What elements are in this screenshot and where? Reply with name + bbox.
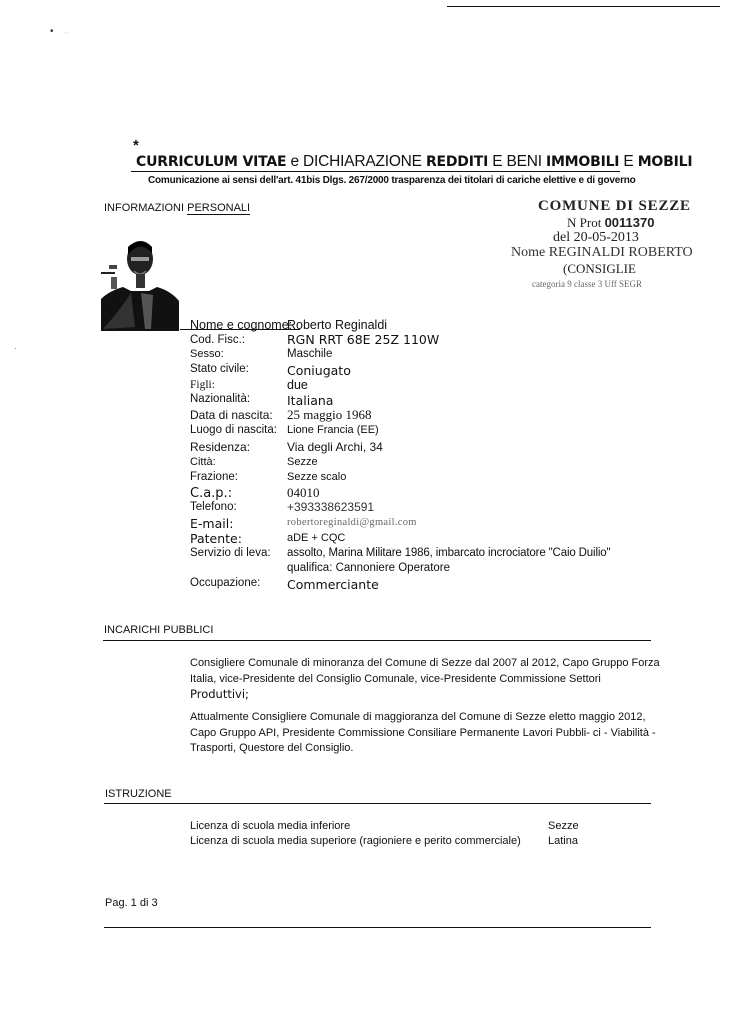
education-title: Licenza di scuola media inferiore (190, 820, 351, 832)
bottom-rule (104, 927, 651, 928)
incarico-text: Consigliere Comunale di minoranza del Comune di Sezze dal 2007 al 2012, Capo Gruppo Forza Italia, vice-Presidente del Consiglio Comunale, vice-Presidente Commissione Settori (190, 657, 660, 685)
value-citta: Sezze (287, 456, 318, 468)
document-subtitle: Comunicazione ai sensi dell'art. 41bis Dlgs. 267/2000 trasparenza dei titolari di cariche elettive e di governo (148, 175, 636, 186)
label-nazionalita: Nazionalità: (190, 393, 251, 405)
label-figli: Figli: (190, 379, 215, 391)
value-patente: aDE + CQC (287, 532, 346, 544)
title-part: e DICHIARAZIONE (286, 153, 426, 170)
protocol-stamp-category: categoria 9 classe 3 Uff SEGR (532, 279, 643, 289)
portrait-photo (101, 229, 179, 331)
label-email: E-mail: (190, 516, 234, 531)
value-residenza: Via degli Archi, 34 (287, 440, 383, 454)
protocol-stamp-number (567, 215, 654, 231)
label-luogo-nascita: Luogo di nascita: (190, 424, 277, 436)
education-place: Latina (548, 835, 578, 847)
value-nome: Roberto Reginaldi (287, 318, 388, 332)
label-frazione: Frazione: (190, 471, 238, 483)
label-stato-civile: Stato civile: (190, 363, 249, 375)
asterisk-mark: * (133, 137, 139, 154)
portrait-photo-icon (101, 229, 179, 331)
label-patente: Patente: (190, 531, 242, 546)
label-data-nascita: Data di nascita: (190, 408, 273, 422)
incarico-text-tail: Produttivi; (190, 687, 249, 701)
page-number: Pag. 1 di 3 (105, 897, 158, 909)
value-luogo-nascita: Lione Francia (EE) (287, 424, 379, 436)
value-qualifica: qualifica: Cannoniere Operatore (287, 562, 451, 574)
value-occupazione: Commerciante (287, 577, 379, 592)
section-heading-part: INFORMAZIONI (104, 202, 188, 214)
title-underline (131, 171, 620, 172)
scan-speck: ·.· (64, 30, 70, 36)
protocol-stamp-name: Nome REGINALDI ROBERTO (511, 245, 693, 260)
label-telefono: Telefono: (190, 501, 237, 513)
label-citta: Città: (190, 456, 216, 468)
section-rule (103, 640, 651, 641)
value-telefono: +393338623591 (287, 500, 375, 514)
incarico-paragraph (190, 656, 660, 703)
education-place: Sezze (548, 820, 579, 832)
title-part: IMMOBILI (545, 154, 620, 170)
title-part: MOBILI (637, 154, 693, 170)
scan-speck: • (50, 26, 54, 37)
value-figli: due (287, 378, 308, 392)
incarico-paragraph: Attualmente Consigliere Comunale di maggioranza del Comune di Sezze eletto maggio 2012, Capo Gruppo API, Presidente Commissione Consiliare Permanente Lavori Pubbli- ci - Viabilità - Trasporti, Questore del Consiglio. (190, 711, 656, 754)
value-sesso: Maschile (287, 348, 333, 360)
label-occupazione: Occupazione: (190, 577, 261, 589)
title-part: E BENI (488, 153, 546, 170)
label-cod-fisc: Cod. Fisc.: (190, 334, 245, 346)
section-heading-personal (104, 202, 250, 214)
label-nome: Nome e cognome: (190, 318, 293, 332)
section-heading-part: PERSONALI (187, 202, 251, 214)
value-cap: 04010 (287, 485, 320, 500)
value-frazione: Sezze scalo (287, 471, 347, 483)
label-cap: C.a.p.: (190, 486, 233, 501)
education-title: Licenza di scuola media superiore (ragioniere e perito commerciale) (190, 835, 521, 847)
value-stato-civile: Coniugato (287, 363, 351, 378)
protocol-stamp-office: COMUNE DI SEZZE (538, 198, 691, 214)
section-heading-incarichi: INCARICHI PUBBLICI (104, 624, 214, 636)
label-servizio-leva: Servizio di leva: (190, 547, 271, 559)
value-email: robertoreginaldi@gmail.com (287, 517, 417, 528)
top-rule (447, 6, 720, 7)
title-part: E (619, 153, 638, 170)
value-cod-fisc: RGN RRT 68E 25Z 110W (287, 332, 440, 347)
value-servizio-leva: assolto, Marina Militare 1986, imbarcato incrociatore "Caio Duilio" (287, 547, 611, 559)
protocol-stamp-role: (CONSIGLIE (563, 261, 636, 276)
label-sesso: Sesso: (190, 348, 224, 360)
scan-speck: · (14, 344, 17, 353)
section-heading-istruzione: ISTRUZIONE (105, 788, 172, 800)
label-residenza: Residenza: (190, 440, 251, 454)
value-data-nascita: 25 maggio 1968 (287, 407, 372, 422)
document-title (136, 153, 692, 171)
protocol-stamp-date: del 20-05-2013 (553, 230, 639, 245)
title-part: CURRICULUM VITAE (136, 154, 287, 170)
protocol-number: 0011370 (604, 215, 655, 230)
section-rule (104, 803, 651, 804)
value-nazionalita: Italiana (287, 393, 334, 408)
protocol-stamp-prefix: N Prot (567, 215, 605, 230)
title-part: REDDITI (425, 154, 489, 170)
